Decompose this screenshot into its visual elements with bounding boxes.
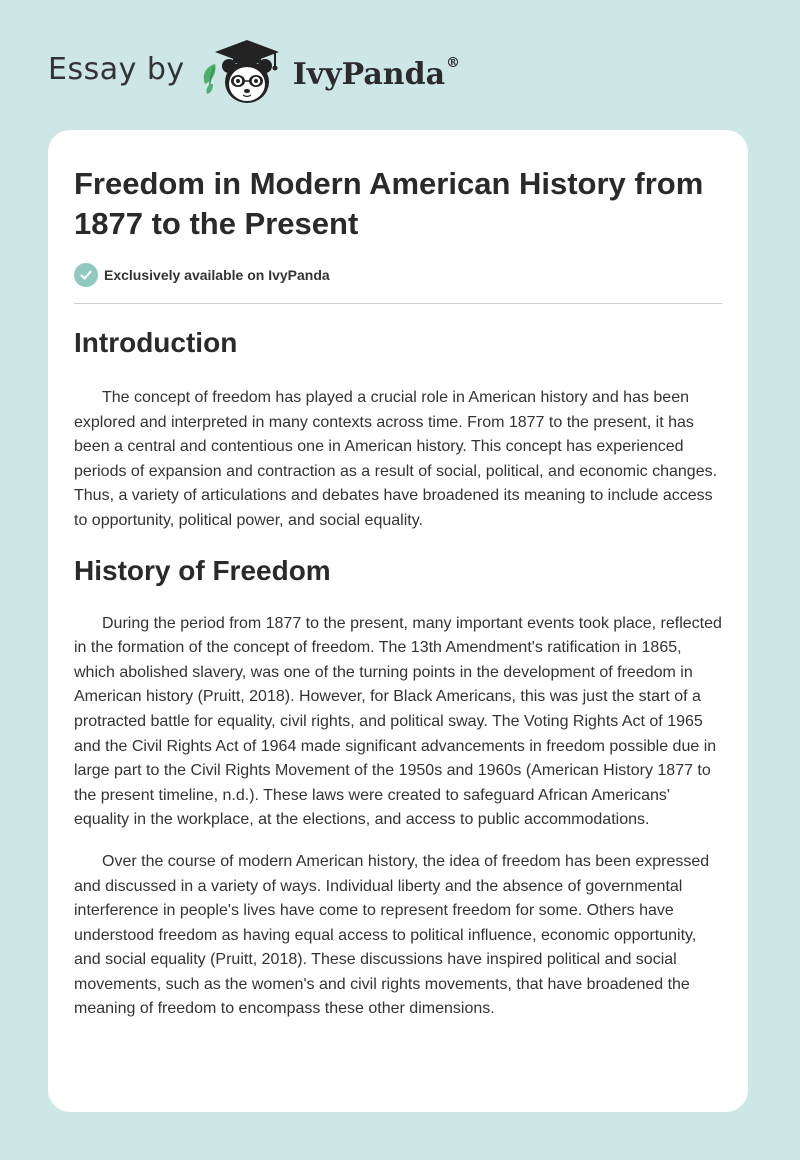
title-divider xyxy=(74,303,722,304)
paragraph: The concept of freedom has played a crucial role in American history and has been explored and interpreted in many contexts across time. From 1877 to the present, it has been a central and contentious one in American history. This concept has experienced periods of expansion and contraction as a result of social, political, and economic changes. Thus, a variety of articulations and debates have broadened its meaning to include access to opportunity, political power, and social equality. xyxy=(74,389,718,529)
brand-text: IvyPanda xyxy=(292,56,446,92)
site-header xyxy=(48,36,460,108)
section-heading-introduction: Introduction xyxy=(74,327,238,358)
section-heading-history-of-freedom: History of Freedom xyxy=(74,554,331,586)
essay-body xyxy=(74,323,724,1022)
essay-title: Freedom in Modern American History from 1877 to the Present xyxy=(74,166,704,241)
paragraph: During the period from 1877 to the present, many important events took place, reflected in the formation of the concept of freedom. The 13th Amendment's ratification in 1865, which abolished slavery, was one of the turning points in the development of freedom in American history (Pruitt, 2018). However, for Black Americans, this was just the start of a protracted battle for equality, civil rights, and political sway. The Voting Rights Act of 1965 and the Civil Rights Act of 1964 made significant advancements in freedom possible due in large part to the Civil Rights Movement of the 1950s and 1960s (American History 1877 to the present timeline, n.d.). These laws were created to safeguard African Americans' equality in the workplace, at the elections, and access to public accommodations. xyxy=(74,614,722,829)
panda-logo-icon[interactable] xyxy=(199,36,291,108)
essay-by-label: Essay by xyxy=(48,51,185,87)
paragraph: Over the course of modern American history, the idea of freedom has been expressed and discussed in a variety of ways. Individual liberty and the absence of governmental interference in people's lives have come to represent freedom for some. Others have understood freedom as having equal access to political influence, economic opportunity, and social equality (Pruitt, 2018). These discussions have inspired political and social movements, such as the women's and civil rights movements, that have broadened the meaning of freedom to encompass these other dimensions. xyxy=(74,852,710,1018)
registered-mark: ® xyxy=(446,54,461,71)
exclusive-badge xyxy=(74,263,330,287)
exclusive-label: Exclusively available on IvyPanda xyxy=(104,267,330,283)
brand-name[interactable] xyxy=(292,54,461,92)
essay-card xyxy=(48,130,748,1112)
check-icon xyxy=(74,263,98,287)
